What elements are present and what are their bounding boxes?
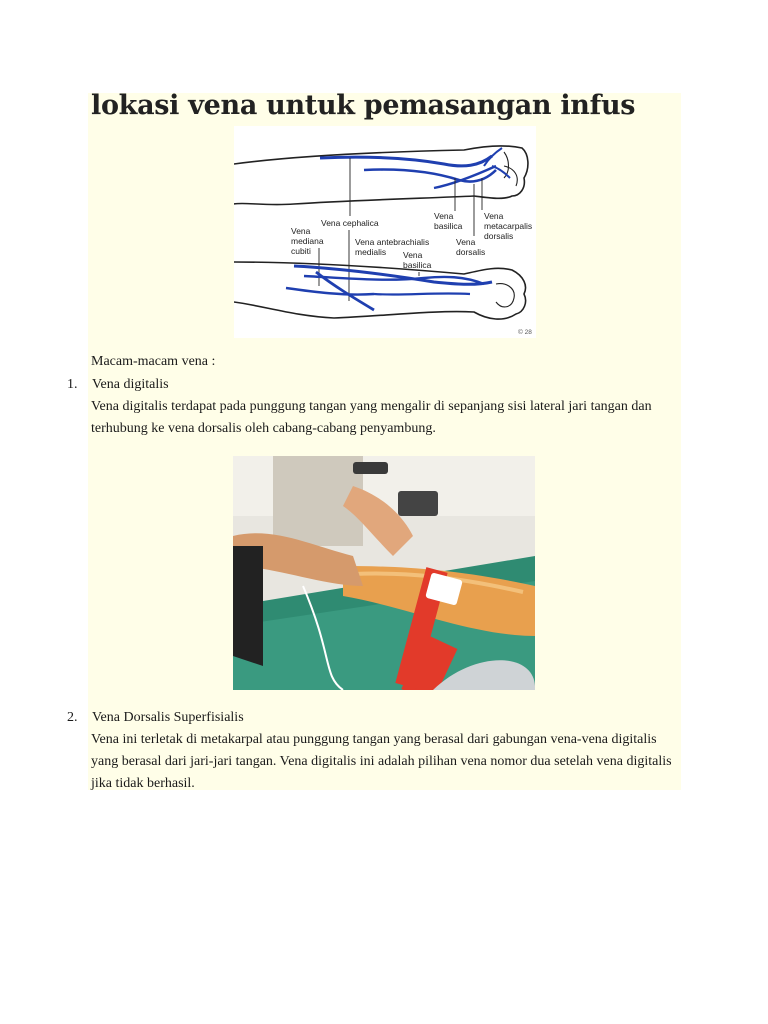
label-metacarpalis-line1: Vena bbox=[484, 211, 504, 221]
label-antebrachialis-line1: Vena antebrachialis bbox=[355, 237, 430, 247]
label-antebrachialis-line2: medialis bbox=[355, 247, 387, 257]
diagram-copyright: © 28 bbox=[518, 329, 532, 336]
label-vena-mediana-line3: cubiti bbox=[291, 246, 311, 256]
label-vena-cephalica: Vena cephalica bbox=[321, 218, 379, 228]
list-heading-2: Vena Dorsalis Superfisialis bbox=[92, 710, 244, 725]
label-metacarpalis-line3: dorsalis bbox=[484, 231, 514, 241]
label-dorsalis-line1: Vena bbox=[456, 237, 476, 247]
page-title: lokasi vena untuk pemasangan infus bbox=[91, 90, 636, 121]
list-heading-1: Vena digitalis bbox=[92, 377, 169, 392]
list-number-2: 2. bbox=[67, 710, 78, 725]
label-vena-mediana-line2: mediana bbox=[291, 236, 324, 246]
list-body-2: Vena ini terletak di metakarpal atau punggung tangan yang berasal dari gabungan vena-vena digitalis yang berasal dari jari-jari tangan. Vena digitalis ini adalah pilihan vena nomor dua setelah vena digitalis jika tidak berhasil. bbox=[91, 732, 672, 791]
list-body-1: Vena digitalis terdapat pada punggung tangan yang mengalir di sepanjang sisi lateral jari tangan dan terhubung ke vena dorsalis oleh cabang-cabang penyambung. bbox=[91, 399, 652, 436]
vein-anatomy-diagram bbox=[234, 126, 536, 338]
label-basilica-top-line2: basilica bbox=[434, 221, 463, 231]
infusion-photo bbox=[233, 456, 535, 690]
intro-text: Macam-macam vena : bbox=[91, 354, 216, 369]
label-basilica-low-line1: Vena bbox=[403, 250, 423, 260]
label-basilica-low-line2: basilica bbox=[403, 260, 432, 270]
list-number-1: 1. bbox=[67, 377, 78, 392]
label-dorsalis-line2: dorsalis bbox=[456, 247, 486, 257]
label-metacarpalis-line2: metacarpalis bbox=[484, 221, 533, 231]
label-vena-mediana-line1: Vena bbox=[291, 226, 311, 236]
label-basilica-top-line1: Vena bbox=[434, 211, 454, 221]
